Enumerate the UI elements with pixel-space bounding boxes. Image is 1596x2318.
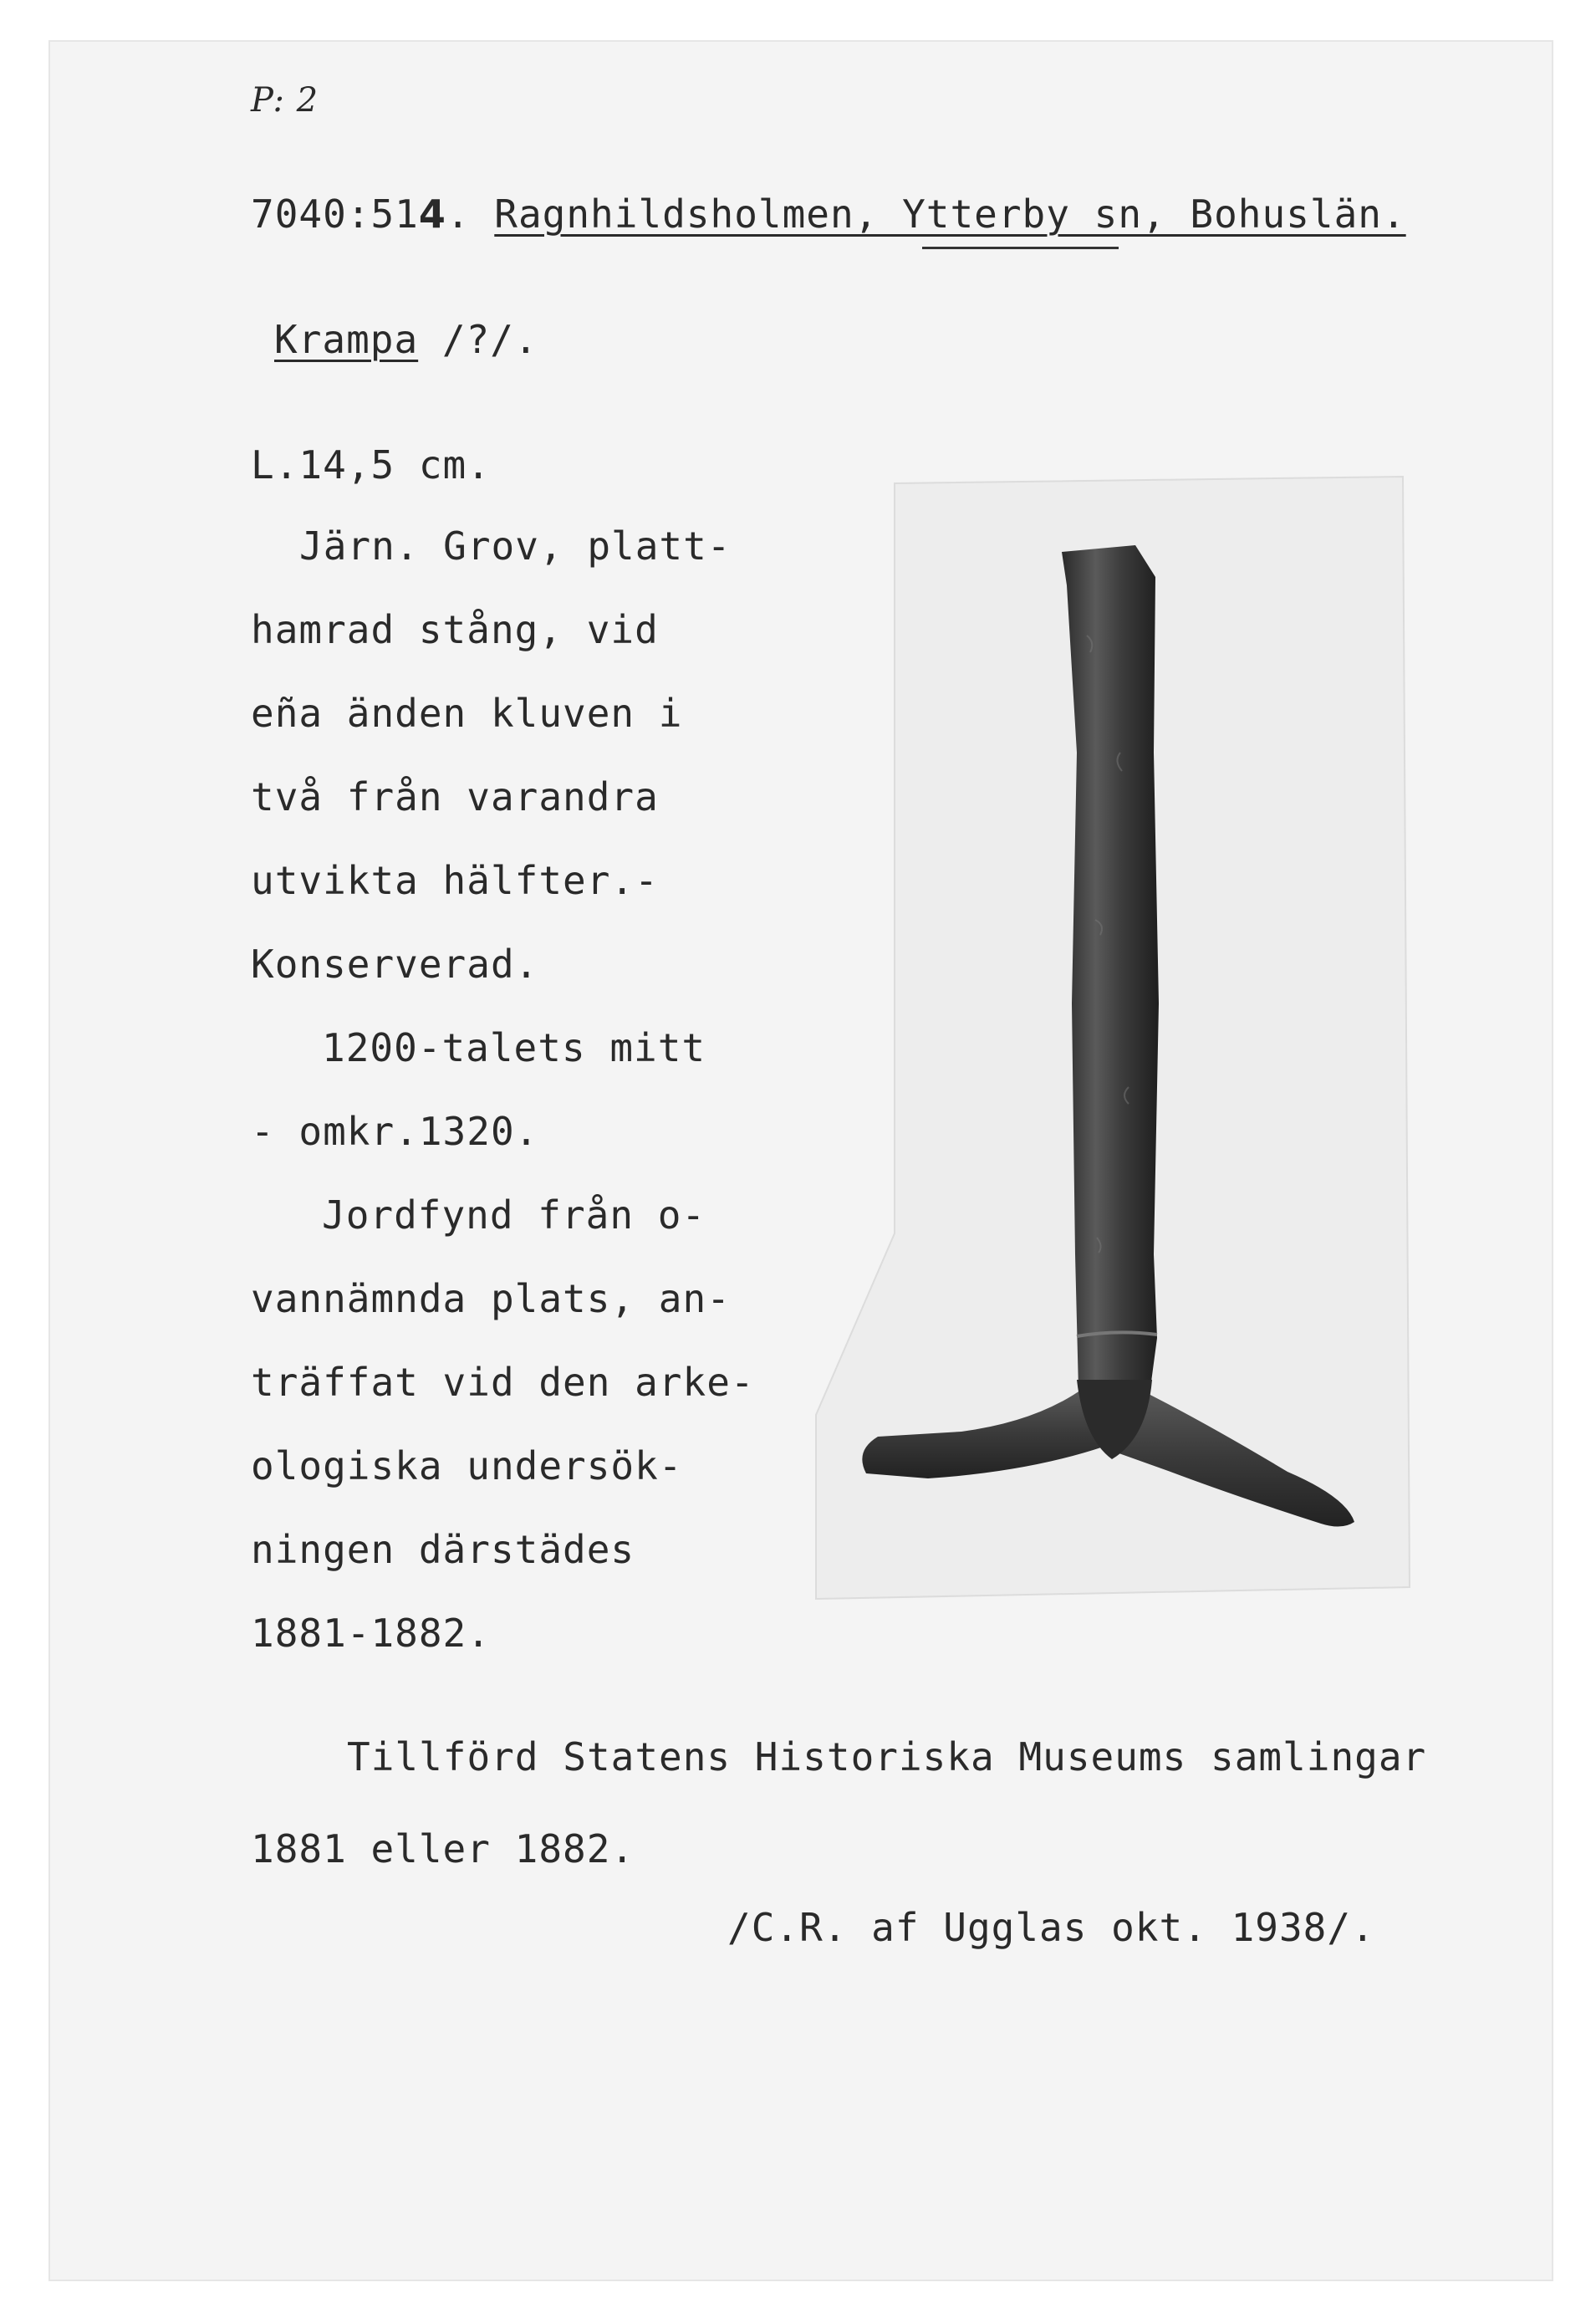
handwritten-reference: P: 2 — [251, 81, 319, 120]
find-context-line: vannämnda plats, an- — [251, 1276, 731, 1321]
catalog-suffix: 4 — [418, 191, 446, 237]
description-line: hamrad stång, vid — [251, 607, 659, 652]
dating-line: - omkr.1320. — [251, 1109, 539, 1154]
object-title — [274, 316, 538, 363]
acquisition-line: Tillförd Statens Historiska Museums samlingar — [347, 1734, 1427, 1779]
find-context-line: 1881-1882. — [251, 1611, 491, 1656]
description-line: två från varandra — [251, 774, 659, 819]
description-line: utvikta hälfter.- — [251, 858, 659, 903]
measurement: L.14,5 cm. — [251, 442, 491, 488]
find-context-line: ningen därstädes — [251, 1527, 635, 1572]
catalog-dot: . — [446, 191, 495, 237]
object-name: Krampa — [274, 317, 419, 362]
object-qualifier: /?/. — [418, 317, 538, 362]
acquisition-line: 1881 eller 1882. — [251, 1826, 635, 1871]
signature: /C.R. af Ugglas okt. 1938/. — [727, 1905, 1375, 1950]
description-line: Järn. Grov, platt- — [299, 523, 732, 569]
dating-line: 1200-talets mitt — [322, 1025, 706, 1070]
description-line: Konserverad. — [251, 942, 539, 987]
catalog-number: 7040:51 — [251, 191, 419, 237]
find-location: Ragnhildsholmen, Ytterby sn, Bohuslän. — [494, 191, 1406, 237]
find-context-line: träffat vid den arke- — [251, 1360, 755, 1405]
description-line: eña änden kluven i — [251, 691, 683, 736]
catalog-header — [251, 191, 1406, 237]
find-context-line: Jordfynd från o- — [322, 1192, 706, 1238]
location-double-underline — [922, 247, 1119, 249]
find-context-line: ologiska undersök- — [251, 1443, 683, 1488]
